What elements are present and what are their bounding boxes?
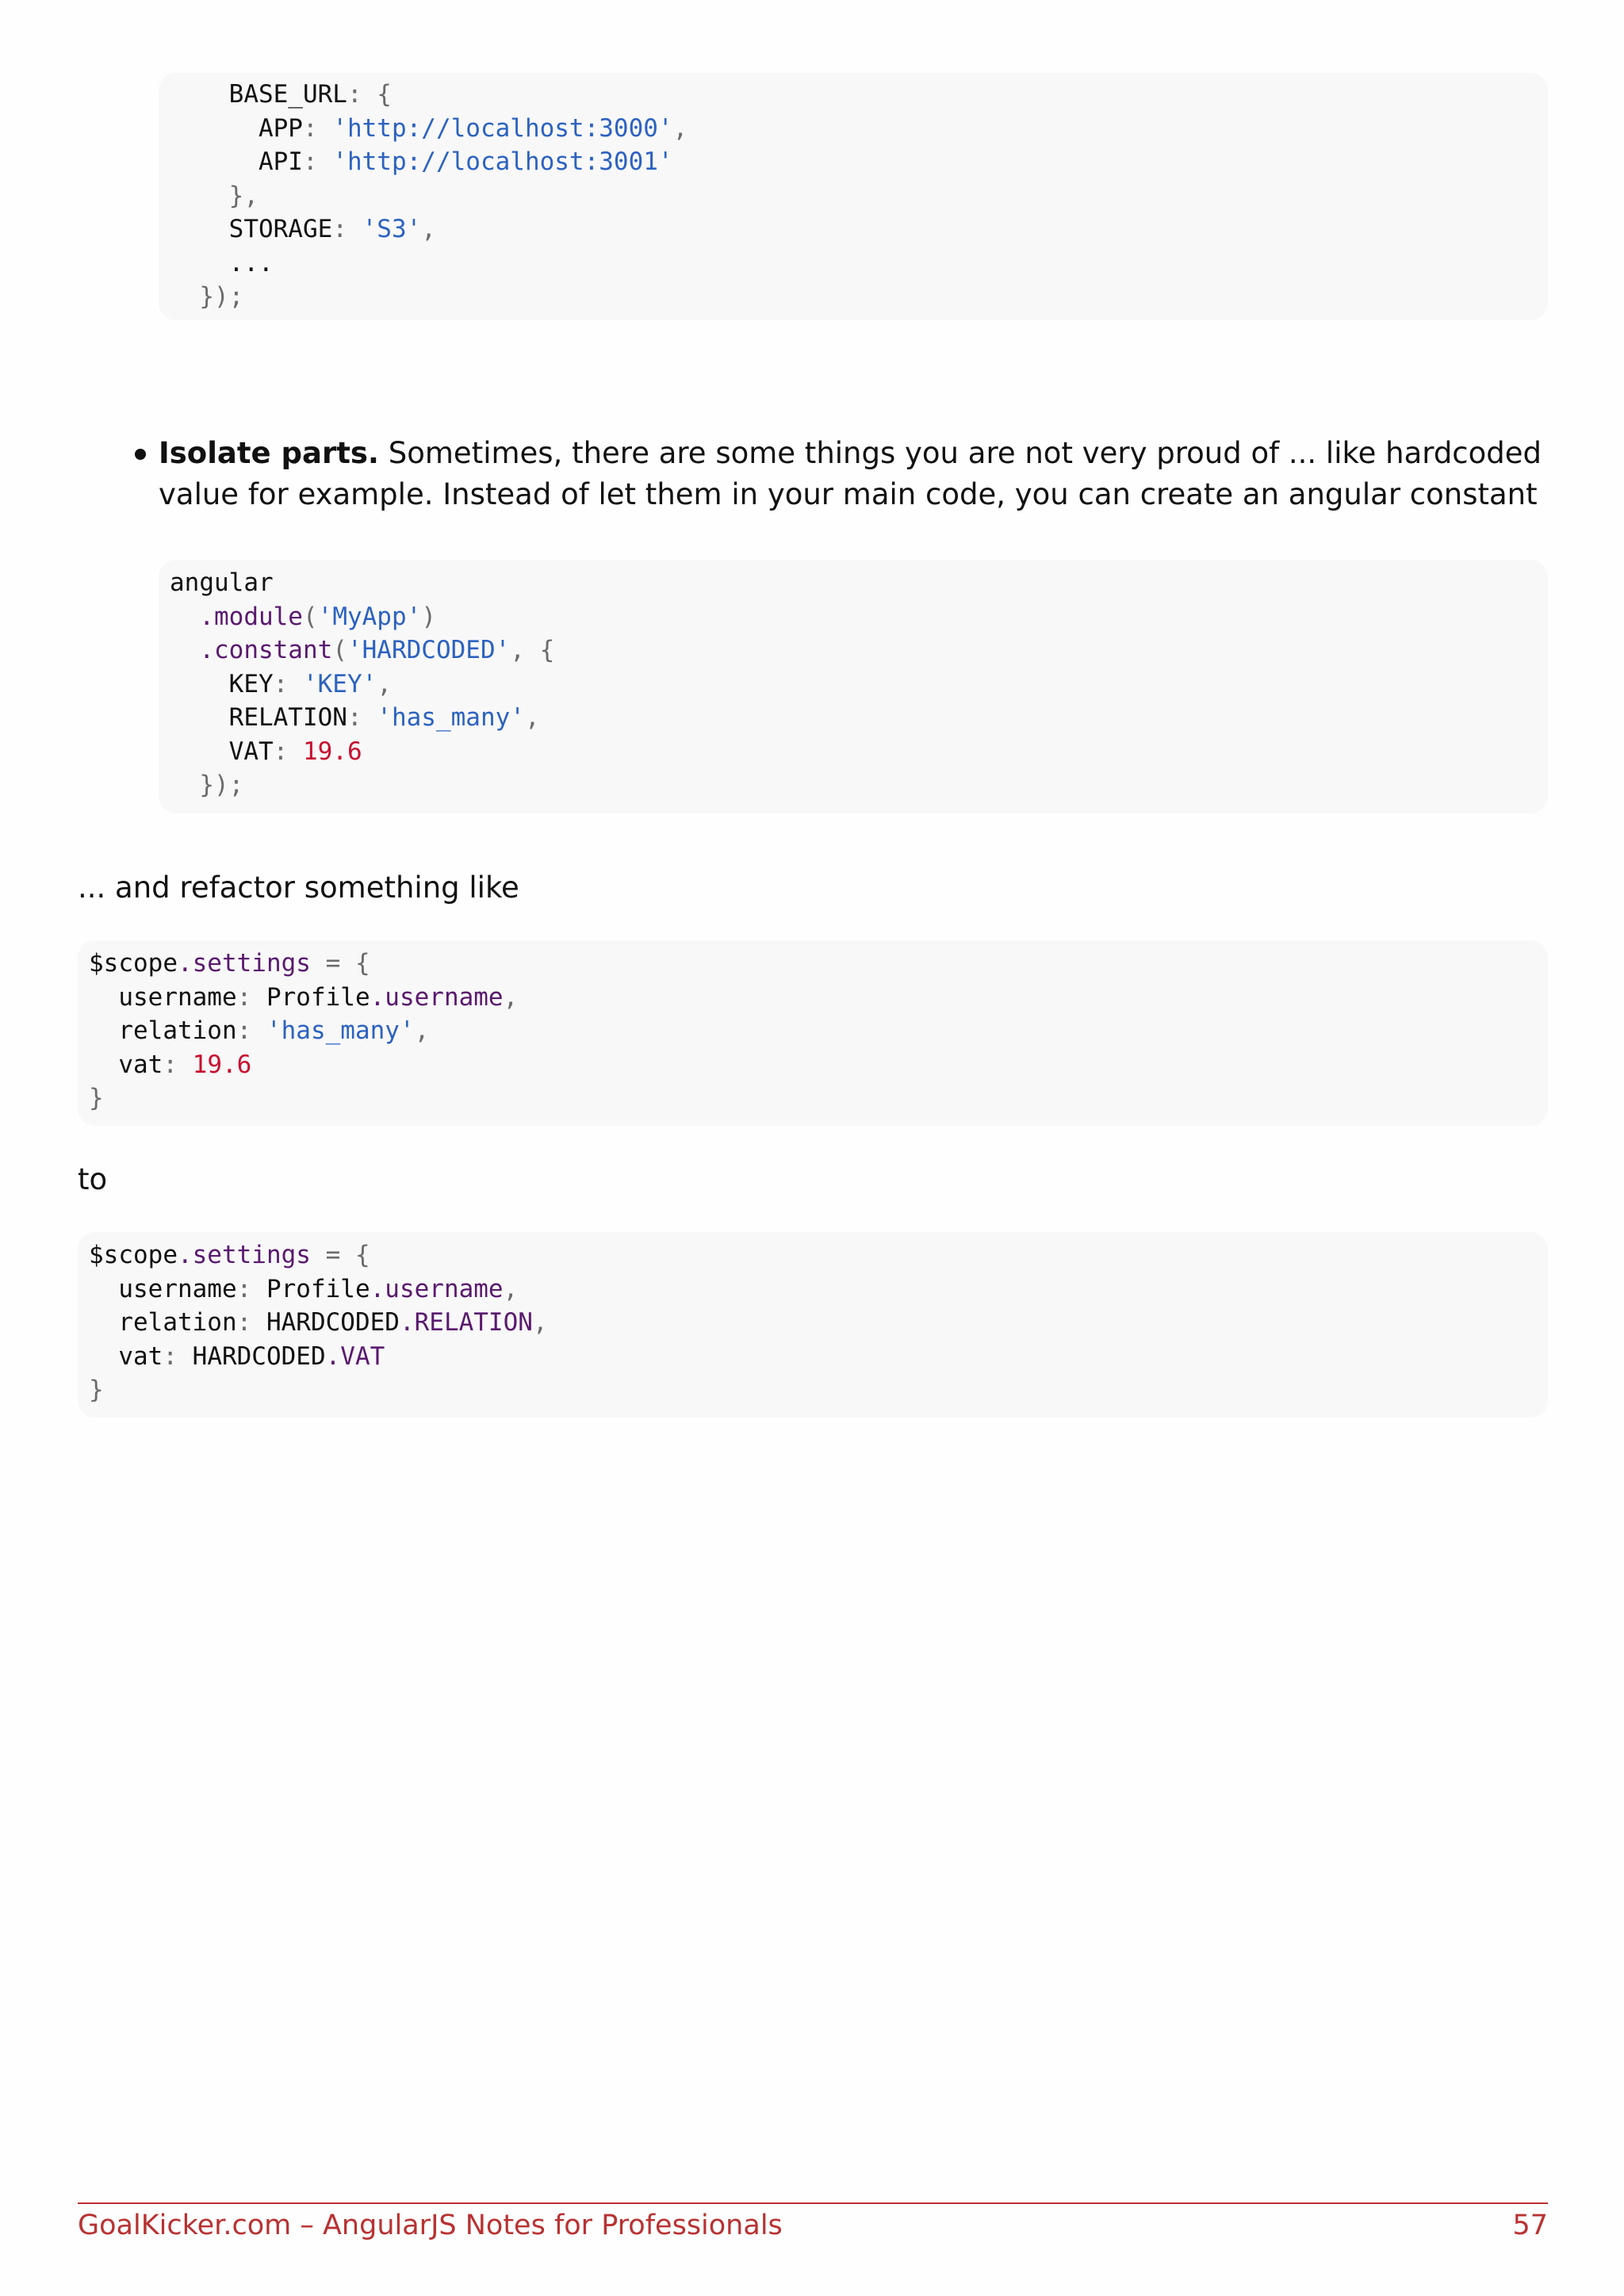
code-token: KEY xyxy=(170,669,274,698)
code-token: : xyxy=(163,1341,193,1371)
code-block-settings-before xyxy=(78,940,1548,1126)
code-token: : xyxy=(236,1308,266,1337)
bullet-point xyxy=(135,449,146,460)
code-token: relation xyxy=(89,1016,237,1045)
code-token: .module xyxy=(199,602,303,631)
code-token: : xyxy=(236,1274,266,1303)
code-token: = { xyxy=(310,1241,370,1269)
code-token: VAT xyxy=(170,737,274,766)
code-token: $scope xyxy=(89,1241,178,1269)
code-token: , xyxy=(503,982,519,1012)
code-token xyxy=(170,603,199,631)
code-token: } xyxy=(89,1376,104,1404)
code-token: relation xyxy=(89,1308,237,1337)
code-token: ( xyxy=(332,636,347,664)
code-token: ... xyxy=(170,248,274,277)
code-line xyxy=(170,668,1548,702)
code-token: : xyxy=(302,147,333,176)
code-token: .constant xyxy=(199,636,333,664)
paragraph-refactor: ... and refactor something like xyxy=(78,871,519,905)
code-token: Profile xyxy=(266,1274,370,1303)
code-token: HARDCODED xyxy=(266,1308,400,1337)
code-token: vat xyxy=(89,1341,163,1371)
code-token: .settings xyxy=(177,949,311,978)
code-line xyxy=(170,78,1548,112)
code-token: API xyxy=(170,147,303,176)
code-token: APP xyxy=(170,113,303,143)
code-token: STORAGE xyxy=(170,215,333,243)
code-token: 'MyApp' xyxy=(317,602,422,631)
code-token: 'http://localhost:3001' xyxy=(332,147,673,176)
code-block-base-url xyxy=(159,73,1548,320)
code-line xyxy=(89,1048,1548,1082)
code-line xyxy=(170,179,1548,213)
code-line xyxy=(170,145,1548,179)
code-block-angular-constant xyxy=(159,560,1548,813)
code-line xyxy=(170,247,1548,281)
code-token: } xyxy=(89,1084,104,1112)
code-token: : xyxy=(163,1050,193,1079)
code-token: : xyxy=(347,703,377,732)
code-token: 19.6 xyxy=(302,737,362,766)
code-token: .VAT xyxy=(325,1341,385,1371)
code-token: ) xyxy=(421,602,436,631)
code-line xyxy=(89,981,1548,1015)
paragraph-to: to xyxy=(78,1162,108,1196)
code-token: }); xyxy=(170,282,244,311)
code-line xyxy=(89,1014,1548,1048)
code-token: : { xyxy=(347,80,392,109)
code-line xyxy=(170,600,1548,634)
code-line xyxy=(89,1081,1548,1115)
code-token: .username xyxy=(370,1274,504,1303)
footer-divider xyxy=(78,2202,1548,2204)
code-token: angular xyxy=(170,568,274,597)
code-token: , xyxy=(414,1016,430,1045)
code-token: .settings xyxy=(177,1241,311,1269)
code-line xyxy=(170,735,1548,769)
code-token: $scope xyxy=(89,949,178,978)
code-token: ( xyxy=(302,602,318,631)
code-line xyxy=(89,1238,1548,1272)
code-token: BASE_URL xyxy=(170,80,347,109)
code-line xyxy=(170,280,1548,314)
code-token: 'HARDCODED' xyxy=(347,636,511,664)
code-token: HARDCODED xyxy=(192,1341,326,1371)
code-token: : xyxy=(273,669,303,698)
code-block-settings-after xyxy=(78,1232,1548,1418)
code-token: , xyxy=(532,1308,548,1337)
code-line xyxy=(89,1306,1548,1340)
code-token: Profile xyxy=(266,982,370,1012)
code-token: : xyxy=(302,113,333,143)
code-token: , xyxy=(421,215,436,243)
code-token: = { xyxy=(310,949,370,978)
code-token: , xyxy=(672,113,688,143)
code-token: 19.6 xyxy=(192,1050,252,1079)
page-number: 57 xyxy=(1512,2210,1548,2241)
footer-source[interactable]: GoalKicker.com – AngularJS Notes for Professionals xyxy=(78,2210,783,2241)
code-token: , xyxy=(377,669,392,698)
code-token: .username xyxy=(370,982,504,1012)
code-line xyxy=(89,1340,1548,1374)
code-token: : xyxy=(236,1016,266,1045)
code-token: , xyxy=(524,703,540,732)
code-line xyxy=(170,112,1548,146)
code-token: , { xyxy=(510,636,555,664)
bullet-text: Sometimes, there are some things you are not very proud of ... like hardcoded value for example. Instead of let them in your main code, you can create an angular constant xyxy=(159,436,1542,511)
code-line xyxy=(170,633,1548,668)
code-line xyxy=(89,1272,1548,1307)
code-token: : xyxy=(236,982,266,1012)
code-line xyxy=(170,701,1548,735)
code-token: 'has_many' xyxy=(266,1016,415,1045)
code-token: }, xyxy=(170,181,259,210)
code-token: username xyxy=(89,982,237,1012)
bullet-bold-lead: Isolate parts. xyxy=(159,436,379,470)
code-token: : xyxy=(332,215,362,243)
code-line xyxy=(89,947,1548,981)
code-token: , xyxy=(503,1274,519,1303)
code-token: }); xyxy=(170,771,244,799)
code-line xyxy=(170,566,1548,600)
code-line xyxy=(89,1373,1548,1407)
code-token: RELATION xyxy=(170,703,347,732)
code-line xyxy=(170,768,1548,802)
bullet-paragraph-isolate-parts xyxy=(159,433,1548,515)
code-token: 'has_many' xyxy=(377,703,525,732)
code-line xyxy=(170,212,1548,247)
code-token: 'S3' xyxy=(362,215,422,243)
code-token: vat xyxy=(89,1050,163,1079)
code-token: .RELATION xyxy=(399,1308,533,1337)
code-token: 'KEY' xyxy=(302,669,377,698)
code-token: username xyxy=(89,1274,237,1303)
code-token xyxy=(170,636,199,664)
code-token: : xyxy=(273,737,303,766)
code-token: 'http://localhost:3000' xyxy=(332,113,673,143)
